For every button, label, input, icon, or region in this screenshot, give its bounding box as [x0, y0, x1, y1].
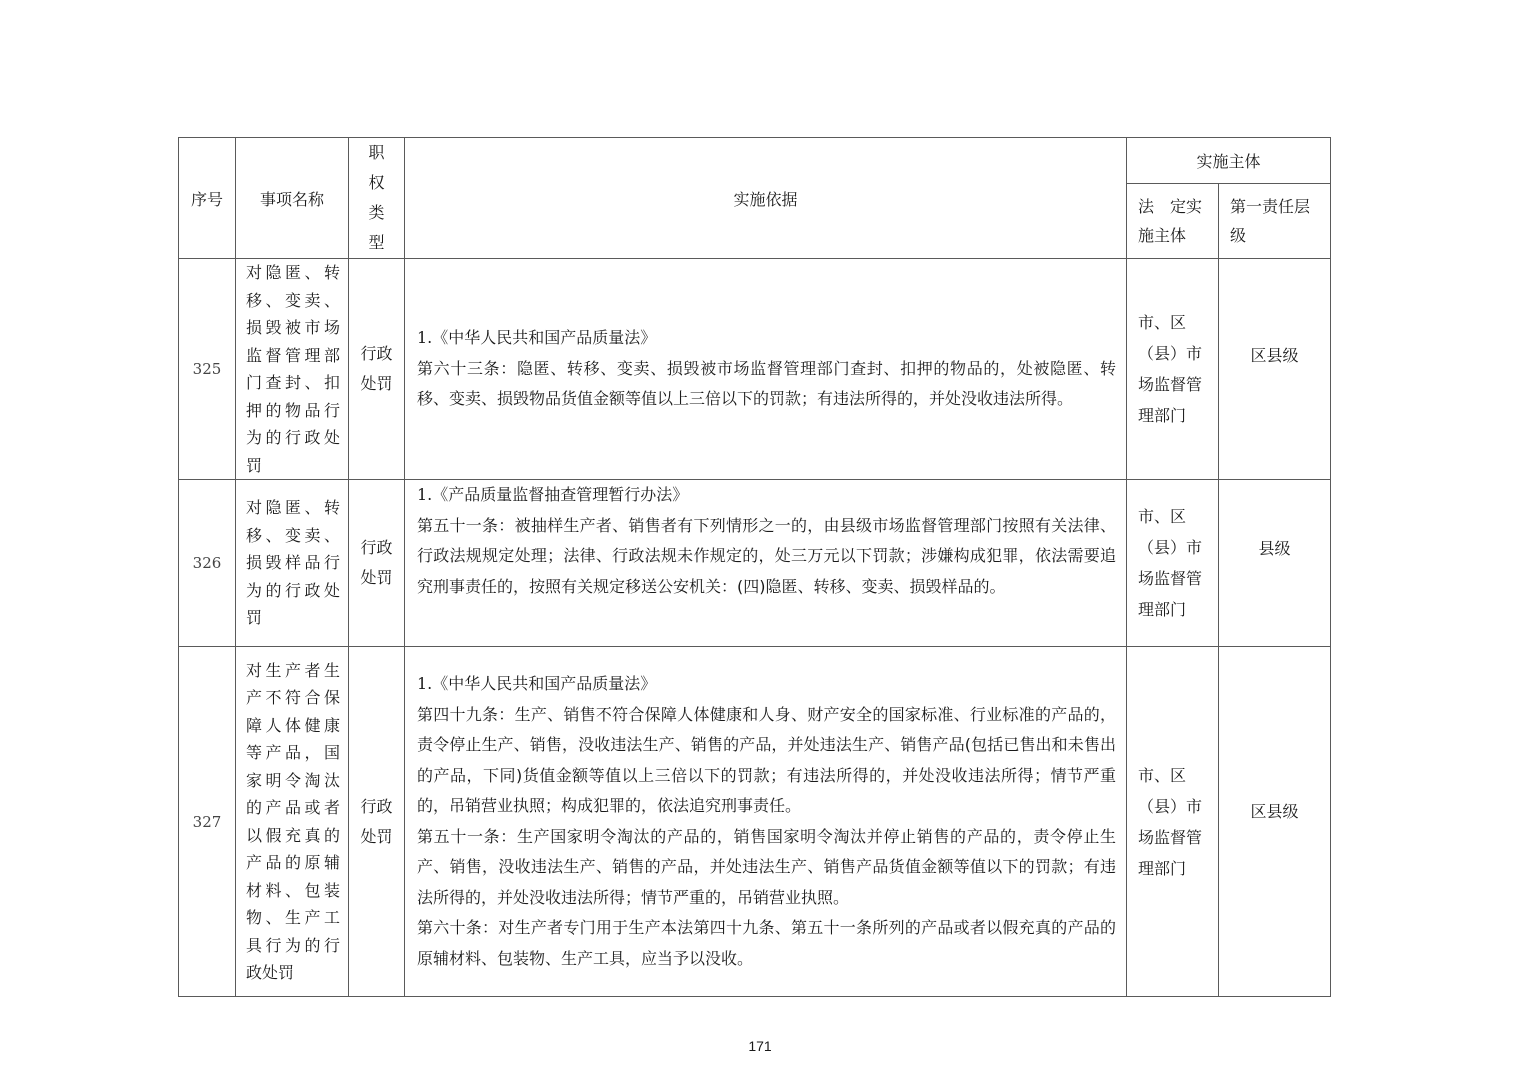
- power-type: 行政处罚: [349, 647, 405, 997]
- item-name: 对生产者生产不符合保障人体健康等产品，国家明令淘汰的产品或者以假充真的产品的原辅材料、包装物、生产工具行为的行政处罚: [236, 647, 349, 997]
- item-name: 对隐匿、转移、变卖、损毁被市场监督管理部门查封、扣押的物品行为的行政处罚: [236, 259, 349, 480]
- implementation-basis: [405, 480, 1127, 647]
- table-row: [179, 259, 1331, 480]
- item-name: 对隐匿、转移、变卖、损毁样品行为的行政处罚: [236, 480, 349, 647]
- row-number: 326: [179, 480, 236, 647]
- header-item-name: 事项名称: [236, 138, 349, 259]
- law-article: 第四十九条：生产、销售不符合保障人体健康和人身、财产安全的国家标准、行业标准的产品的，责令停止生产、销售，没收违法生产、销售的产品，并处违法生产、销售产品(包括已售出和未售出的产品，下同)货值金额等值以上三倍以下的罚款；有违法所得的，并处没收违法所得；情节严重的，吊销营业执照；构成犯罪的，依法追究刑事责任。: [417, 704, 1116, 815]
- enforcement-items-table: [178, 137, 1331, 997]
- law-article: 第六十三条：隐匿、转移、变卖、损毁被市场监督管理部门查封、扣押的物品的，处被隐匿、转移、变卖、损毁物品货值金额等值以上三倍以下的罚款；有违法所得的，并处没收违法所得。: [417, 358, 1116, 409]
- legal-subject: 市、区（县）市场监督管理部门: [1127, 259, 1219, 480]
- header-first-level: 第一责任层级: [1219, 183, 1331, 258]
- responsibility-level: 区县级: [1219, 647, 1331, 997]
- table-row: [179, 480, 1331, 647]
- responsibility-level: 区县级: [1219, 259, 1331, 480]
- header-seq: 序号: [179, 138, 236, 259]
- power-type: 行政处罚: [349, 259, 405, 480]
- law-article: 第五十一条：被抽样生产者、销售者有下列情形之一的，由县级市场监督管理部门按照有关法律、行政法规规定处理；法律、行政法规未作规定的，处三万元以下罚款；涉嫌构成犯罪，依法需要追究刑事责任的，按照有关规定移送公安机关：(四)隐匿、转移、变卖、损毁样品的。: [417, 515, 1116, 596]
- law-article: 第六十条：对生产者专门用于生产本法第四十九条、第五十一条所列的产品或者以假充真的产品的原辅材料、包装物、生产工具，应当予以没收。: [417, 918, 1116, 968]
- table-row: [179, 647, 1331, 997]
- implementation-basis: [405, 647, 1127, 997]
- header-legal-subject: 法 定实施主体: [1127, 183, 1219, 258]
- legal-subject: 市、区（县）市场监督管理部门: [1127, 480, 1219, 647]
- header-power-type: 职权类型: [349, 138, 405, 259]
- legal-subject: 市、区（县）市场监督管理部门: [1127, 647, 1219, 997]
- law-article: 第五十一条：生产国家明令淘汰的产品的，销售国家明令淘汰并停止销售的产品的，责令停止生产、销售，没收违法生产、销售的产品，并处违法生产、销售产品货值金额等值以下的罚款；有违法所得的，并处没收违法所得；情节严重的，吊销营业执照。: [417, 826, 1116, 907]
- responsibility-level: 县级: [1219, 480, 1331, 647]
- implementation-basis: [405, 259, 1127, 480]
- law-title: 1.《产品质量监督抽查管理暂行办法》: [417, 485, 689, 504]
- row-number: 325: [179, 259, 236, 480]
- power-type: 行政处罚: [349, 480, 405, 647]
- header-basis: 实施依据: [405, 138, 1127, 259]
- law-title: 1.《中华人民共和国产品质量法》: [417, 674, 657, 693]
- header-subject: 实施主体: [1127, 138, 1331, 184]
- row-number: 327: [179, 647, 236, 997]
- law-title: 1.《中华人民共和国产品质量法》: [417, 328, 657, 348]
- page-number: 171: [748, 1038, 772, 1054]
